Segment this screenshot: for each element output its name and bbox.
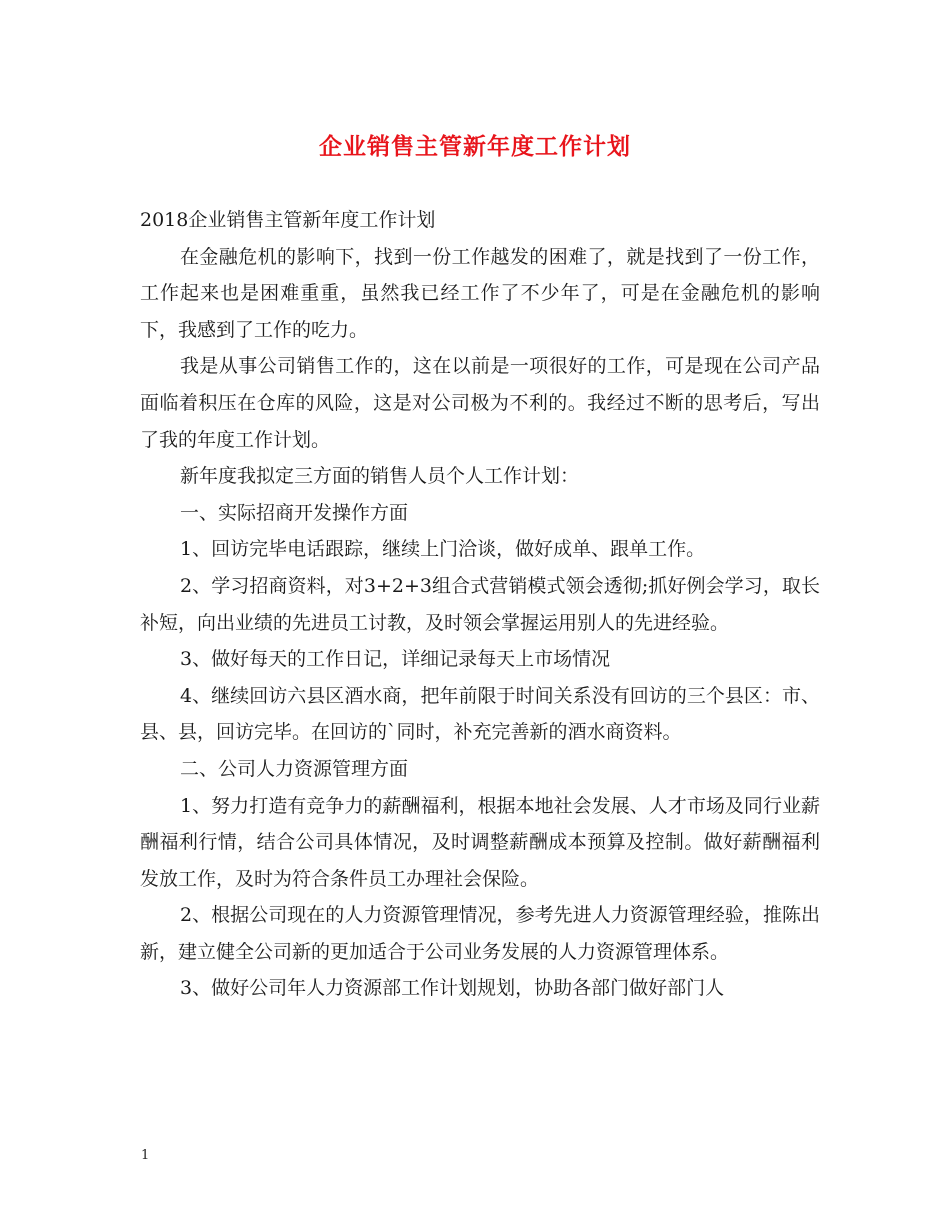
- document-title: 企业销售主管新年度工作计划: [319, 133, 631, 160]
- list-item: 1、努力打造有竞争力的薪酬福利，根据本地社会发展、人才市场及同行业薪酬福利行情，结合公司具体情况，及时调整薪酬成本预算及控制。做好薪酬福利发放工作，及时为符合条件员工办理社会保险。: [140, 794, 820, 890]
- list-item: 2、学习招商资料，对3+2+3组合式营销模式领会透彻;抓好例会学习，取长补短，向出业绩的先进员工讨教，及时领会掌握运用别人的先进经验。: [140, 574, 820, 634]
- list-item: 4、继续回访六县区酒水商，把年前限于时间关系没有回访的三个县区：市、县、县，回访完毕。在回访的`同时，补充完善新的酒水商资料。: [140, 684, 820, 744]
- list-item: 2、根据公司现在的人力资源管理情况，参考先进人力资源管理经验，推陈出新，建立健全公司新的更加适合于公司业务发展的人力资源管理体系。: [140, 904, 820, 963]
- paragraph: 我是从事公司销售工作的，这在以前是一项很好的工作，可是现在公司产品面临着积压在仓库的风险，这是对公司极为不利的。我经过不断的思考后，写出了我的年度工作计划。: [140, 355, 820, 451]
- section-heading: 一、实际招商开发操作方面: [180, 501, 409, 524]
- list-item: 1、回访完毕电话跟踪，继续上门洽谈，做好成单、跟单工作。: [180, 538, 706, 561]
- document-body: [140, 202, 820, 1007]
- section-heading: 二、公司人力资源管理方面: [180, 757, 409, 780]
- document-subtitle: 2018企业销售主管新年度工作计划: [140, 209, 436, 231]
- page-number: 1: [141, 1148, 150, 1163]
- paragraph: 在金融危机的影响下，找到一份工作越发的困难了，就是找到了一份工作，工作起来也是困难重重，虽然我已经工作了不少年了，可是在金融危机的影响下，我感到了工作的吃力。: [140, 245, 820, 341]
- paragraph: 新年度我拟定三方面的销售人员个人工作计划：: [180, 465, 580, 488]
- list-item: 3、做好公司年人力资源部工作计划规划，协助各部门做好部门人: [180, 977, 725, 1000]
- list-item: 3、做好每天的工作日记，详细记录每天上市场情况: [180, 648, 611, 671]
